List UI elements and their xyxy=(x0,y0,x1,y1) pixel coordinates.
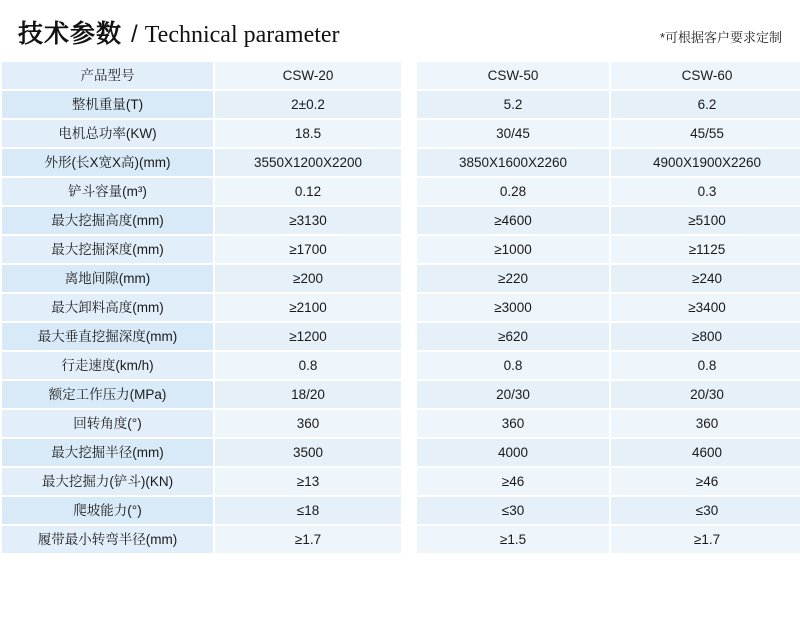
page-title-cn: 技术参数 xyxy=(18,20,123,48)
column-header-csw60: CSW-60 xyxy=(611,62,800,89)
row-value-csw20: 360 xyxy=(215,410,401,437)
row-value-csw60: ≥5100 xyxy=(611,207,800,234)
row-value-csw50: 5.2 xyxy=(417,91,609,118)
page-title-en: Technical parameter xyxy=(144,22,340,48)
row-value-csw20: ≥3130 xyxy=(215,207,401,234)
spec-table xyxy=(0,60,800,555)
row-label: 爬坡能力(°) xyxy=(2,497,213,524)
row-value-csw50: ≥4600 xyxy=(417,207,609,234)
row-value-csw50: ≥1.5 xyxy=(417,526,609,553)
column-gap xyxy=(403,468,415,495)
row-value-csw20: ≥2100 xyxy=(215,294,401,321)
row-value-csw60: 4600 xyxy=(611,439,800,466)
row-value-csw20: ≥200 xyxy=(215,265,401,292)
row-label: 最大卸料高度(mm) xyxy=(2,294,213,321)
row-label: 额定工作压力(MPa) xyxy=(2,381,213,408)
row-value-csw50: ≥220 xyxy=(417,265,609,292)
column-gap xyxy=(403,381,415,408)
row-label: 铲斗容量(m³) xyxy=(2,178,213,205)
row-label: 电机总功率(KW) xyxy=(2,120,213,147)
table-row xyxy=(2,236,800,263)
row-value-csw60: 4900X1900X2260 xyxy=(611,149,800,176)
table-row xyxy=(2,207,800,234)
row-value-csw50: 4000 xyxy=(417,439,609,466)
column-gap xyxy=(403,323,415,350)
row-value-csw60: ≥3400 xyxy=(611,294,800,321)
row-value-csw50: 360 xyxy=(417,410,609,437)
row-value-csw50: ≥46 xyxy=(417,468,609,495)
row-value-csw60: ≥46 xyxy=(611,468,800,495)
column-gap xyxy=(403,207,415,234)
row-value-csw20: ≤18 xyxy=(215,497,401,524)
row-value-csw50: 30/45 xyxy=(417,120,609,147)
column-gap xyxy=(403,352,415,379)
row-label: 行走速度(km/h) xyxy=(2,352,213,379)
page-title xyxy=(18,14,340,50)
row-value-csw60: ≥800 xyxy=(611,323,800,350)
row-value-csw60: ≥1.7 xyxy=(611,526,800,553)
row-value-csw50: ≥3000 xyxy=(417,294,609,321)
table-row xyxy=(2,149,800,176)
table-header-row xyxy=(2,62,800,89)
row-label: 最大挖掘深度(mm) xyxy=(2,236,213,263)
row-value-csw50: 3850X1600X2260 xyxy=(417,149,609,176)
table-row xyxy=(2,352,800,379)
table-row xyxy=(2,294,800,321)
column-gap xyxy=(403,62,415,89)
column-gap xyxy=(403,439,415,466)
column-gap xyxy=(403,236,415,263)
table-row xyxy=(2,91,800,118)
customization-note: *可根据客户要求定制 xyxy=(659,30,782,45)
row-value-csw50: ≥620 xyxy=(417,323,609,350)
row-value-csw50: 20/30 xyxy=(417,381,609,408)
row-value-csw50: 0.28 xyxy=(417,178,609,205)
row-value-csw50: ≥1000 xyxy=(417,236,609,263)
row-label: 最大挖掘半径(mm) xyxy=(2,439,213,466)
row-value-csw60: 45/55 xyxy=(611,120,800,147)
row-value-csw20: 2±0.2 xyxy=(215,91,401,118)
table-row xyxy=(2,497,800,524)
row-value-csw60: 6.2 xyxy=(611,91,800,118)
row-value-csw50: 0.8 xyxy=(417,352,609,379)
row-value-csw60: 360 xyxy=(611,410,800,437)
row-value-csw50: ≤30 xyxy=(417,497,609,524)
table-row xyxy=(2,265,800,292)
column-gap xyxy=(403,526,415,553)
table-row xyxy=(2,526,800,553)
column-gap xyxy=(403,149,415,176)
row-label: 最大垂直挖掘深度(mm) xyxy=(2,323,213,350)
column-header-csw20: CSW-20 xyxy=(215,62,401,89)
row-value-csw60: 0.3 xyxy=(611,178,800,205)
page-header xyxy=(0,0,800,54)
row-value-csw20: 18.5 xyxy=(215,120,401,147)
column-gap xyxy=(403,120,415,147)
row-value-csw60: ≥1125 xyxy=(611,236,800,263)
column-gap xyxy=(403,497,415,524)
column-gap xyxy=(403,265,415,292)
column-gap xyxy=(403,410,415,437)
column-gap xyxy=(403,178,415,205)
table-row xyxy=(2,178,800,205)
row-label: 最大挖掘高度(mm) xyxy=(2,207,213,234)
row-value-csw60: 20/30 xyxy=(611,381,800,408)
table-row xyxy=(2,120,800,147)
row-value-csw60: 0.8 xyxy=(611,352,800,379)
table-row xyxy=(2,468,800,495)
row-value-csw60: ≤30 xyxy=(611,497,800,524)
column-gap xyxy=(403,294,415,321)
row-value-csw20: 0.8 xyxy=(215,352,401,379)
row-value-csw20: 18/20 xyxy=(215,381,401,408)
row-value-csw20: ≥13 xyxy=(215,468,401,495)
table-row xyxy=(2,439,800,466)
row-label: 最大挖掘力(铲斗)(KN) xyxy=(2,468,213,495)
row-label: 整机重量(T) xyxy=(2,91,213,118)
column-gap xyxy=(403,91,415,118)
column-header-model: 产品型号 xyxy=(2,62,213,89)
row-value-csw20: ≥1200 xyxy=(215,323,401,350)
row-value-csw20: ≥1700 xyxy=(215,236,401,263)
row-value-csw60: ≥240 xyxy=(611,265,800,292)
row-value-csw20: 0.12 xyxy=(215,178,401,205)
table-row xyxy=(2,381,800,408)
row-value-csw20: 3550X1200X2200 xyxy=(215,149,401,176)
table-row xyxy=(2,323,800,350)
column-header-csw50: CSW-50 xyxy=(417,62,609,89)
row-value-csw20: ≥1.7 xyxy=(215,526,401,553)
row-label: 外形(长X宽X高)(mm) xyxy=(2,149,213,176)
row-label: 离地间隙(mm) xyxy=(2,265,213,292)
spec-table-body xyxy=(2,62,800,553)
row-value-csw20: 3500 xyxy=(215,439,401,466)
title-separator: / xyxy=(131,21,138,48)
row-label: 履带最小转弯半径(mm) xyxy=(2,526,213,553)
row-label: 回转角度(°) xyxy=(2,410,213,437)
table-row xyxy=(2,410,800,437)
